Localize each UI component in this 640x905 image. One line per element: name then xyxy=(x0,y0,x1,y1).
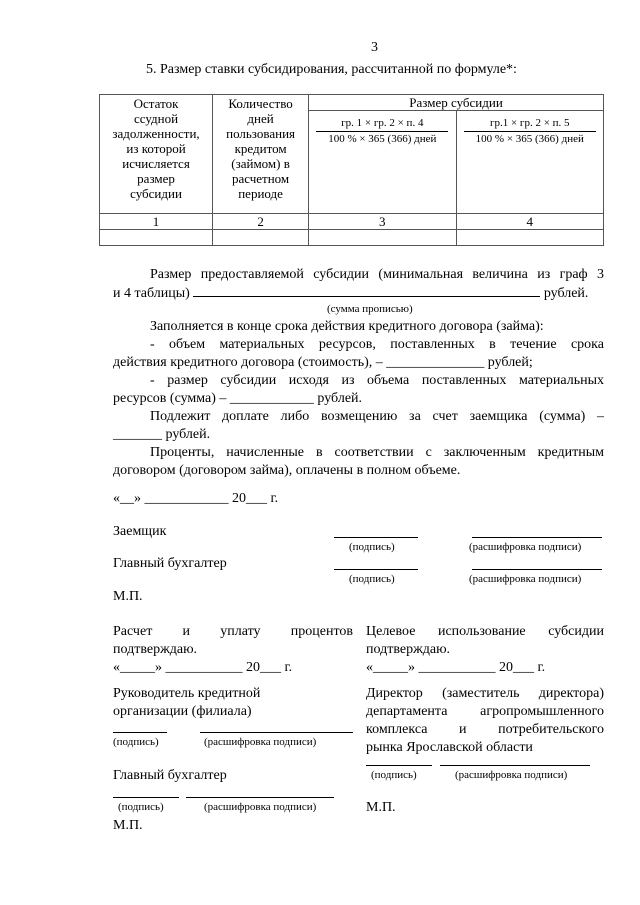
director-line2: департамента агропромышленного xyxy=(366,704,604,719)
credit-head-signature-line[interactable] xyxy=(113,732,167,733)
subsidy-table xyxy=(99,94,604,246)
borrower-signature-line[interactable] xyxy=(334,537,418,538)
left-confirm-line2: подтверждаю. xyxy=(113,642,198,657)
page-number: 3 xyxy=(371,40,378,55)
signature-caption: (подпись) xyxy=(349,573,395,585)
chief-accountant-label: Главный бухгалтер xyxy=(113,556,227,571)
credit-accountant-decipher-line[interactable] xyxy=(186,797,334,798)
surcharge-line2: _______ рублей. xyxy=(113,427,211,442)
header-subsidy-group: Размер субсидии xyxy=(309,95,604,111)
credit-head-line1: Руководитель кредитной xyxy=(113,686,261,701)
accountant-decipher-line[interactable] xyxy=(472,569,602,570)
director-line1: Директор (заместитель директора) xyxy=(366,686,604,701)
column-number: 2 xyxy=(213,214,309,230)
amount-field[interactable] xyxy=(193,285,540,297)
decipher-caption: (расшифровка подписи) xyxy=(469,573,582,585)
right-confirm-line2: подтверждаю. xyxy=(366,642,451,657)
col3-denominator: 100 % × 365 (366) дней xyxy=(328,133,437,145)
left-date-line: «_____» ___________ 20___ г. xyxy=(113,660,293,675)
decipher-caption: (расшифровка подписи) xyxy=(469,541,582,553)
material-volume-line2: действия кредитного договора (стоимость), – ______________ рублей; xyxy=(113,355,533,370)
col3-numerator: гр. 1 × гр. 2 × п. 4 xyxy=(316,116,448,132)
col4-denominator: 100 % × 365 (366) дней xyxy=(475,133,584,145)
director-line4: рынка Ярославской области xyxy=(366,740,533,755)
decipher-caption: (расшифровка подписи) xyxy=(204,736,317,748)
stamp-label: М.П. xyxy=(366,800,396,815)
right-date-line: «_____» ___________ 20___ г. xyxy=(366,660,546,675)
decipher-caption: (расшифровка подписи) xyxy=(204,801,317,813)
material-volume-line1: - объем материальных ресурсов, поставленных в течение срока xyxy=(150,337,604,352)
table-row-numbers xyxy=(100,214,604,230)
borrower-label: Заемщик xyxy=(113,524,167,539)
credit-accountant-label: Главный бухгалтер xyxy=(113,768,227,783)
accountant-signature-line[interactable] xyxy=(334,569,418,570)
table-row-empty xyxy=(100,230,604,246)
header-col1: Остаток ссудной задолженности, из которой исчисляется размер субсидии xyxy=(100,95,213,214)
column-number: 4 xyxy=(456,214,603,230)
signature-caption: (подпись) xyxy=(118,801,164,813)
stamp-label: М.П. xyxy=(113,818,143,833)
subsidy-size-line1: - размер субсидии исходя из объема поставленных материальных xyxy=(150,373,604,388)
amount-caption: (сумма прописью) xyxy=(327,303,413,315)
signature-caption: (подпись) xyxy=(113,736,159,748)
subsidy-amount-text: Размер предоставляемой субсидии (минимальная величина из граф 3 xyxy=(150,267,604,282)
director-line3: комплекса и потребительского xyxy=(366,722,604,737)
column-number: 1 xyxy=(100,214,213,230)
stamp-label: М.П. xyxy=(113,589,143,604)
end-of-term-text: Заполняется в конце срока действия кредитного договора (займа): xyxy=(150,319,544,334)
header-col3 xyxy=(309,111,456,214)
director-signature-line[interactable] xyxy=(366,765,432,766)
interest-line1: Проценты, начисленные в соответствии с заключенным кредитным xyxy=(150,445,604,460)
credit-head-decipher-line[interactable] xyxy=(200,732,353,733)
surcharge-line1: Подлежит доплате либо возмещению за счет заемщика (сумма) – xyxy=(150,409,604,424)
left-confirm-line1: Расчет и уплату процентов xyxy=(113,624,353,639)
credit-head-line2: организации (филиала) xyxy=(113,704,252,719)
signature-caption: (подпись) xyxy=(371,769,417,781)
right-confirm-line1: Целевое использование субсидии xyxy=(366,624,604,639)
section-title: 5. Размер ставки субсидирования, рассчитанной по формуле*: xyxy=(146,62,517,77)
header-col2: Количество дней пользования кредитом (займом) в расчетном периоде xyxy=(213,95,309,214)
date-line: «__» ____________ 20___ г. xyxy=(113,491,279,506)
subsidy-size-line2: ресурсов (сумма) – ____________ рублей. xyxy=(113,391,363,406)
subsidy-amount-line: и 4 таблицы) рублей. xyxy=(113,286,589,301)
borrower-decipher-line[interactable] xyxy=(472,537,602,538)
interest-line2: договором (договором займа), оплачены в полном объеме. xyxy=(113,463,461,478)
signature-caption: (подпись) xyxy=(349,541,395,553)
director-decipher-line[interactable] xyxy=(440,765,590,766)
header-col4 xyxy=(456,111,603,214)
col4-numerator: гр.1 × гр. 2 × п. 5 xyxy=(464,116,596,132)
column-number: 3 xyxy=(309,214,456,230)
decipher-caption: (расшифровка подписи) xyxy=(455,769,568,781)
credit-accountant-signature-line[interactable] xyxy=(113,797,179,798)
